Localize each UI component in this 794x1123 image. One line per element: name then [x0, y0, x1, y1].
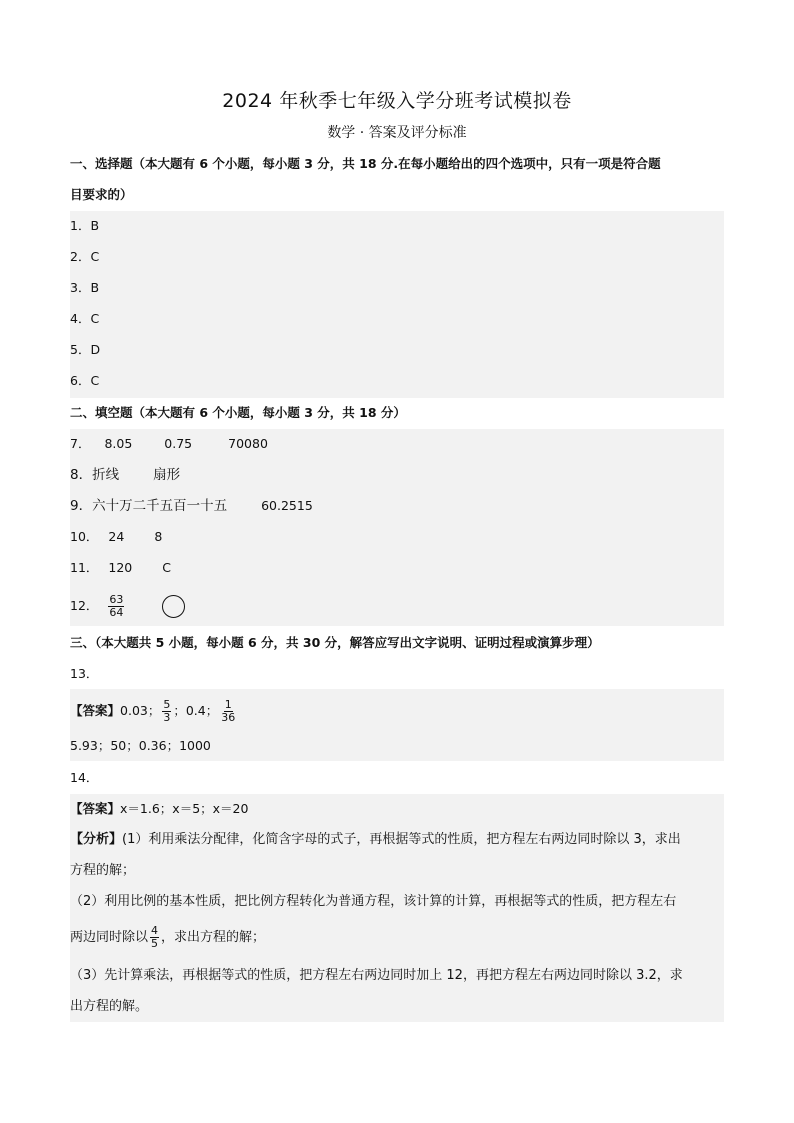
- analysis-text: 两边同时除以: [70, 930, 149, 945]
- section2-heading: 二、填空题（本大题有 6 个小题，每小题 3 分，共 18 分）: [70, 405, 406, 420]
- q14-analysis-line4: [70, 920, 724, 956]
- circle-shape-answer: [162, 595, 185, 618]
- answer-row: [70, 304, 724, 334]
- answer-value: 扇形: [153, 467, 181, 483]
- q14-answer-line: [70, 794, 724, 824]
- answer-value: ；0.4；: [173, 703, 219, 718]
- answer-row-12: [70, 588, 724, 624]
- fraction-denominator: 3: [163, 711, 171, 724]
- answer-value: 70080: [228, 436, 268, 451]
- question-number: 4．: [70, 311, 91, 326]
- answer-label: 【答案】: [70, 801, 121, 816]
- answer-value: 折线: [92, 467, 120, 483]
- fraction-numerator: 1: [224, 698, 232, 711]
- section1-heading-line2: 目要求的）: [70, 187, 133, 202]
- answer-row: [70, 335, 724, 365]
- q14-analysis-line2: 方程的解；: [70, 863, 136, 878]
- answer-value: 0.03；: [120, 703, 161, 718]
- question-13-number: 13．: [70, 666, 99, 681]
- answer-value: C: [162, 560, 171, 575]
- question-number: 2．: [70, 249, 91, 264]
- answer-value: 8: [154, 529, 163, 544]
- q13-answer-line1: [70, 693, 724, 729]
- fraction-denominator: 5: [151, 937, 159, 950]
- fraction: [150, 925, 159, 950]
- analysis-text: ，求出方程的解；: [161, 930, 266, 945]
- answer-row: [70, 366, 724, 396]
- question-number: 1．: [70, 218, 91, 233]
- answer-value: 0.75: [164, 436, 193, 451]
- page-title: 2024 年秋季七年级入学分班考试模拟卷: [222, 90, 572, 112]
- answer-value: B: [90, 218, 100, 233]
- answer-value: 8.05: [104, 436, 133, 451]
- answer-row-10: [70, 522, 724, 552]
- question-number: 3．: [70, 280, 91, 295]
- answer-value: C: [90, 311, 100, 326]
- answer-value: B: [90, 280, 100, 295]
- question-number: 9．: [70, 498, 93, 514]
- answer-value: x＝1.6；x＝5；x＝20: [120, 801, 249, 816]
- answer-row: [70, 273, 724, 303]
- question-number: 11．: [70, 560, 99, 575]
- answer-value: C: [90, 249, 100, 264]
- answer-value: 24: [108, 529, 125, 544]
- answer-label: 【答案】: [70, 703, 121, 718]
- answer-row-7: [70, 429, 724, 459]
- q13-answer-line2: 5.93；50；0.36；1000: [70, 738, 211, 753]
- section3-heading: 三、（本大题共 5 小题，每小题 6 分，共 30 分，解答应写出文字说明、证明过程或演算步理）: [70, 635, 600, 650]
- question-number: 8．: [70, 467, 93, 483]
- question-number: 12．: [70, 598, 99, 613]
- fraction: [220, 699, 236, 724]
- fraction: [108, 594, 124, 619]
- question-number: 5．: [70, 342, 91, 357]
- answer-row-9: [70, 491, 724, 521]
- analysis-label: 【分析】: [70, 832, 123, 847]
- answer-value: 120: [108, 560, 133, 575]
- answer-row: [70, 242, 724, 272]
- fraction-denominator: 64: [109, 606, 124, 619]
- fraction-numerator: 5: [163, 698, 171, 711]
- q14-analysis-line6: 出方程的解。: [70, 999, 149, 1014]
- section1-heading-line1: 一、选择题（本大题有 6 个小题，每小题 3 分，共 18 分.在每小题给出的四个选项中，只有一项是符合题: [70, 156, 661, 171]
- question-number: 7．: [70, 436, 91, 451]
- answer-row: [70, 211, 724, 241]
- answer-row-8: [70, 460, 724, 490]
- question-number: 6．: [70, 373, 91, 388]
- page-subtitle: 数学 · 答案及评分标准: [327, 125, 467, 141]
- fraction-denominator: 36: [221, 711, 236, 724]
- q14-analysis-line5: （3）先计算乘法，再根据等式的性质，把方程左右两边同时加上 12，再把方程左右两边同时除以 3.2，求: [70, 968, 683, 983]
- answer-value: 六十万二千五百一十五: [92, 498, 228, 514]
- question-number: 10．: [70, 529, 99, 544]
- fraction-numerator: 4: [151, 924, 159, 937]
- fraction-numerator: 63: [109, 593, 124, 606]
- answer-value: D: [90, 342, 101, 357]
- question-14-number: 14．: [70, 770, 99, 785]
- answer-value: 60.2515: [261, 498, 313, 513]
- answer-row-11: [70, 553, 724, 583]
- fraction: [162, 699, 171, 724]
- analysis-text: (1）利用乘法分配律，化简含字母的式子，再根据等式的性质，把方程左右两边同时除以 3，求出: [122, 832, 681, 847]
- q14-analysis-line3: （2）利用比例的基本性质，把比例方程转化为普通方程，该计算的计算，再根据等式的性质，把方程左右: [70, 894, 677, 909]
- q14-analysis-line1: [70, 825, 724, 855]
- answer-value: C: [90, 373, 100, 388]
